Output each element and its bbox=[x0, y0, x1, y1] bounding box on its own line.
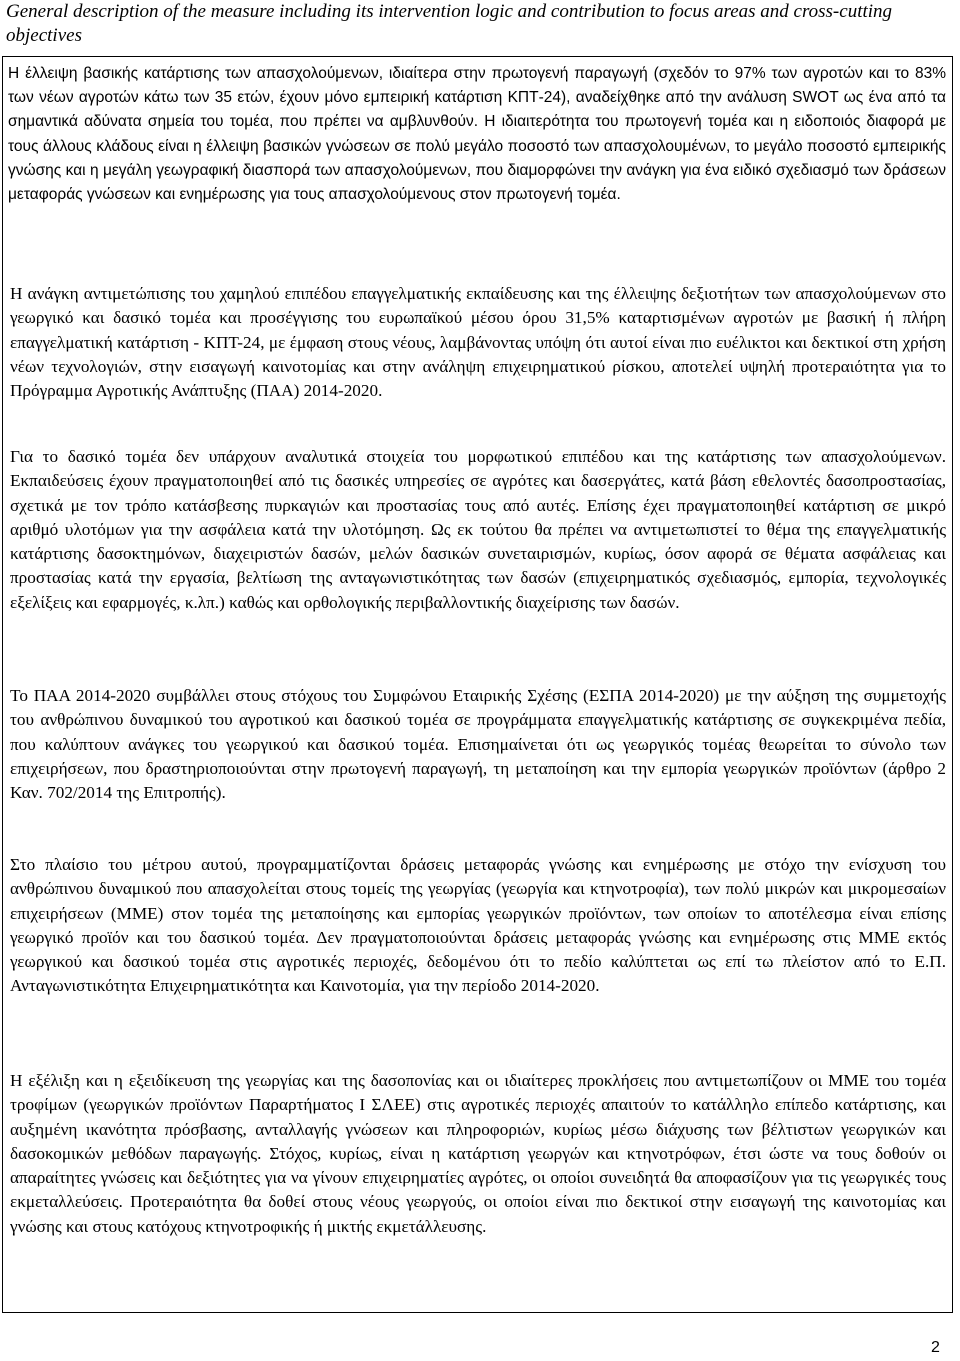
paragraph-partnership-agreement: Το ΠΑΑ 2014-2020 συμβάλλει στους στόχους του Συμφώνου Εταιρικής Σχέσης (ΕΣΠΑ 2014-2020) με την αύξηση της συμμετοχής του ανθρώπινου δυναμικού του αγροτικού και δασικού τομέα σε προγράμματα επαγγελματικής κατάρτισης σε συγκεκριμένα πεδία, που καλύπτουν ανάγκες του γεωργικού και δασικού τομέα. Επισημαίνεται ότι ως γεωργικός τομέας θεωρείται το σύνολο των επιχειρήσεων, που δραστηριοποιούνται στην πρωτογενή παραγωγή, τη μεταποίηση και την εμπορία γεωργικών προϊόντων (άρθρο 2 Καν. 702/2014 της Επιτροπής). bbox=[10, 686, 946, 803]
paragraph-sme-challenges: Η εξέλιξη και η εξειδίκευση της γεωργίας και της δασοπονίας και οι ιδιαίτερες προκλήσεις που αντιμετωπίζουν οι ΜΜΕ του τομέα τροφίμων (γεωργικών προϊόντων Παραρτήματος Ι ΣΛΕΕ) στις αγροτικές περιοχές απαιτούν το κατάλληλο επίπεδο κατάρτισης, και αυξημένη ικανότητα πρόσβασης, ανταλλαγής γνώσεων και πληροφοριών, κυρίως μέσω διάχυσης των βέλτιστων γεωργικών και δασοκομικών μεθόδων παραγωγής. Στόχος, κυρίως, είναι η κατάρτιση γεωργών και κτηνοτρόφων, έτσι ώστε να τους δοθούν οι απαραίτητες γνώσεις και δεξιότητες για να γίνουν επιχειρηματίες αγρότες, οι οποίοι συνειδητά θα αποφασίζουν για τις γεωργικές τους εκμεταλλεύσεις. Προτεραιότητα θα δοθεί στους νέους γεωργούς, οι οποίοι είναι πιο δεκτικοί στην εισαγωγή της καινοτομίας και γνώσης και στους κατόχους κτηνοτροφικής ή μικτής εκμετάλλευσης. bbox=[10, 1071, 946, 1236]
paragraph-skills-gap: Η έλλειψη βασικής κατάρτισης των απασχολούμενων, ιδιαίτερα στην πρωτογενή παραγωγή (σχεδόν το 97% των αγροτών και το 83% των νέων αγροτών κάτω των 35 ετών, έχουν μόνο εμπειρική κατάρτιση ΚΠΤ-24), αναδείχθηκε από την ανάλυση SWOT ως ένα από τα σημαντικά αδύνατα σημεία του τομέα, που πρέπει να αμβλυνθούν. Η ιδιαιτερότητα του πρωτογενή τομέα και η ειδοποιός διαφορά με τους άλλους κλάδους είναι η έλλειψη βασικών γνώσεων σε πολύ μεγάλο ποσοστό των απασχολουμένων, το μεγάλο ποσοστό εμπειρικής γνώσης και η μεγάλη γεωγραφική διασπορά των απασχολούμενων, που διαμορφώνει την ανάγκη για ένα ειδικό σχεδιασμό των δράσεων μεταφοράς γνώσεων και ενημέρωσης για τους απασχολούμενους στον πρωτογενή τομέα. bbox=[8, 65, 946, 204]
paragraph-forestry-sector: Για το δασικό τομέα δεν υπάρχουν αναλυτικά στοιχεία του μορφωτικού επιπέδου και της κατάρτισης των απασχολούμενων. Εκπαιδεύσεις έχουν πραγματοποιηθεί από τις δασικές υπηρεσίες σε αγρότες και δασεργάτες, κατά βάση εθελοντές δασοπροστασίας, σχετικά με τον τρόπο κατάσβεσης πυρκαγιών και προστασίας τους από αυτές. Επίσης έχει πραγματοποιηθεί κατάρτιση σε μικρό αριθμό υλοτόμων για την ασφάλεια κατά την υλοτόμηση. Ως εκ τούτου θα πρέπει να αντιμετωπιστεί το θέμα της επαγγελματικής κατάρτισης δασοκτημόνων, διαχειριστών δασών, μελών δασικών συνεταιρισμών, κυρίως, όσον αφορά σε θέματα ασφάλειας και προστασίας κατά την εργασία, βελτίωση της ανταγωνιστικότητας των δασών (επιχειρηματικός σχεδιασμός, εμπορία, τεχνολογικές εξελίξεις και εφαρμογές, κ.λπ.) καθώς και ορθολογικής περιβαλλοντικής διαχείρισης των δασών. bbox=[10, 447, 946, 612]
paragraph-training-need: Η ανάγκη αντιμετώπισης του χαμηλού επιπέδου επαγγελματικής εκπαίδευσης και της έλλειψης δεξιοτήτων των απασχολούμενων στο γεωργικό και δασικό τομέα και προσέγγισης του ευρωπαϊκού μέσου όρου 31,5% καταρτισμένων αγροτών με βασική ή πλήρη επαγγελματική κατάρτιση - ΚΠΤ-24, με έμφαση στους νέους, λαμβάνοντας υπόψη ότι αυτοί είναι πιο ευέλικτοι και δεκτικοί στη χρήση νέων τεχνολογιών, στην εισαγωγή καινοτομίας και στην ανάληψη επιχειρηματικού ρίσκου, αποτελεί υψηλή προτεραιότητα για το Πρόγραμμα Αγροτικής Ανάπτυξης (ΠΑΑ) 2014-2020. bbox=[10, 284, 946, 401]
section-heading: General description of the measure including its intervention logic and contribution to focus areas and cross-cutting objectives bbox=[6, 1, 893, 46]
paragraph-measure-framework: Στο πλαίσιο του μέτρου αυτού, προγραμματίζονται δράσεις μεταφοράς γνώσης και ενημέρωσης με στόχο την ενίσχυση του ανθρώπινου δυναμικού που απασχολείται στους τομείς της γεωργίας (γεωργία και κτηνοτροφία), των πολύ μικρών και μικρομεσαίων επιχειρήσεων (ΜΜΕ) στον τομέα της μεταποίησης και εμπορίας γεωργικών προϊόντων, των οποίων το αποτέλεσμα είναι επίσης γεωργικό προϊόν και του δασικού τομέα. Δεν πραγματοποιούνται δράσεις μεταφοράς γνώσης και ενημέρωσης στις ΜΜΕ εκτός γεωργικού και δασικού τομέα στις αγροτικές περιοχές, δεδομένου ότι το πεδίο καλύπτεται ως επί τω πλείστον από το Ε.Π. Ανταγωνιστικότητα Επιχειρηματικότητα και Καινοτομία, για την περίοδο 2014-2020. bbox=[10, 855, 946, 996]
page-number: 2 bbox=[931, 1339, 940, 1356]
